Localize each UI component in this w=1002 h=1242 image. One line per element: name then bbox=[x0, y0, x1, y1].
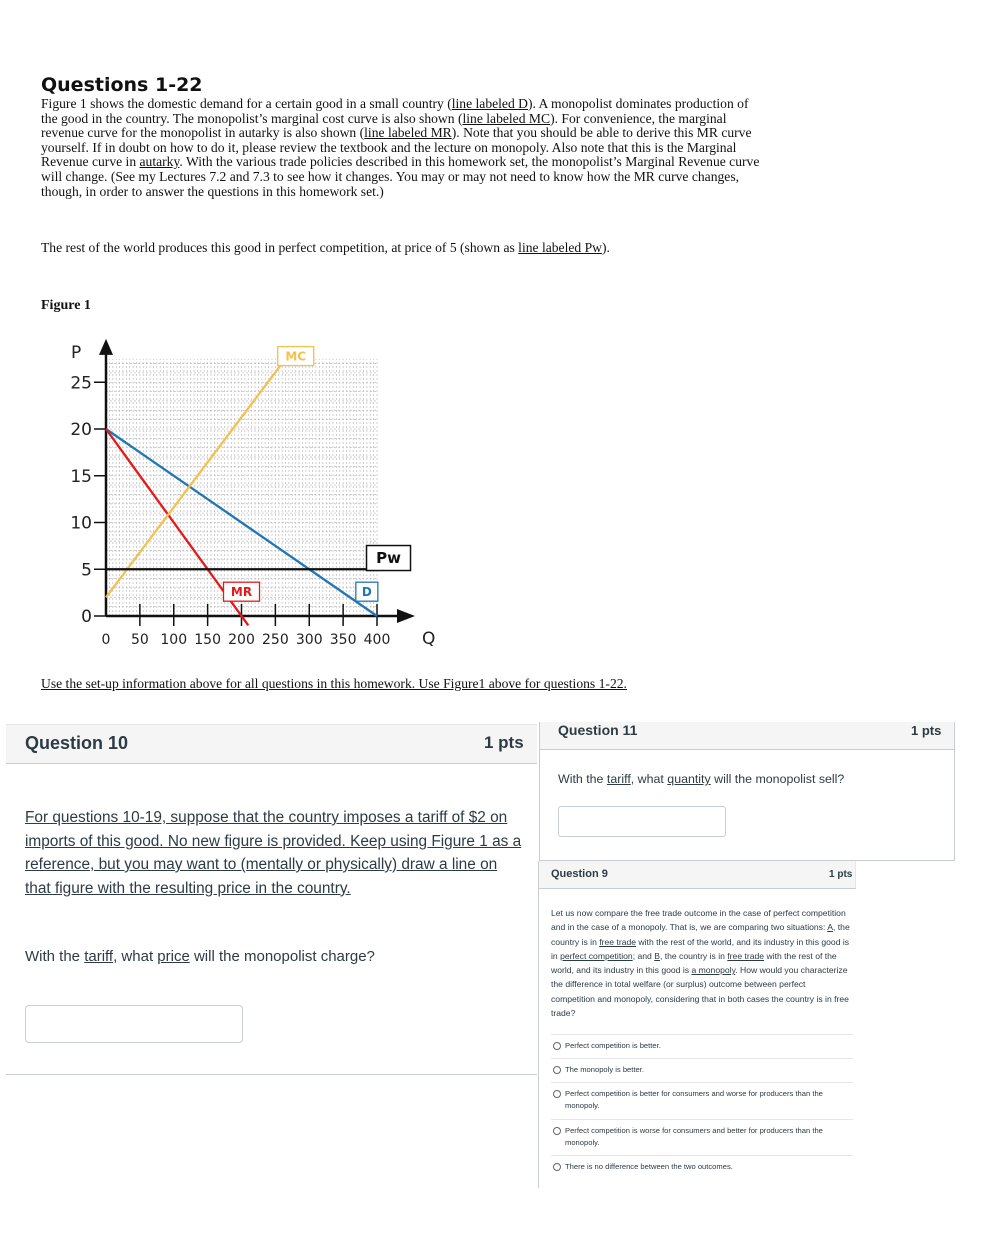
y-tick-label: 0 bbox=[81, 607, 92, 627]
q9-title: Question 9 bbox=[551, 868, 608, 880]
figure-caption: Figure 1 bbox=[41, 298, 91, 313]
curve-label: MR bbox=[230, 585, 253, 600]
figure-1-chart bbox=[41, 318, 721, 658]
x-tick-label: 300 bbox=[295, 632, 323, 648]
y-axis-label: P bbox=[71, 342, 82, 363]
questions-heading: Questions 1-22 bbox=[41, 74, 203, 96]
q11-answer-input[interactable] bbox=[558, 806, 726, 837]
q9-link-free-trade[interactable]: free trade bbox=[599, 936, 637, 947]
radio-button[interactable] bbox=[553, 1066, 561, 1074]
radio-button[interactable] bbox=[553, 1090, 561, 1098]
curve-label: D bbox=[361, 585, 372, 600]
y-tick-label: 20 bbox=[70, 420, 92, 440]
x-tick-label: 350 bbox=[329, 632, 357, 648]
link-line-mr[interactable]: line labeled MR bbox=[364, 125, 452, 141]
q10-title: Question 10 bbox=[25, 733, 129, 753]
y-axis-arrow bbox=[99, 339, 113, 355]
y-tick-label: 15 bbox=[70, 466, 92, 487]
y-tick-label: 5 bbox=[81, 560, 92, 581]
link-autarky[interactable]: autarky bbox=[139, 154, 180, 170]
q9-link-free-trade-2[interactable]: free trade bbox=[727, 950, 765, 961]
q9-link-monopoly[interactable]: a monopoly bbox=[691, 965, 736, 976]
q9-option[interactable]: Perfect competition is better. bbox=[551, 1034, 853, 1052]
x-tick-label: 50 bbox=[130, 632, 149, 648]
q9-border bbox=[538, 861, 539, 1188]
q9-option[interactable]: Perfect competition is worse for consumers and better for producers than the monopoly. bbox=[551, 1119, 853, 1149]
x-tick-label: 200 bbox=[228, 632, 255, 648]
x-tick-label: 400 bbox=[363, 632, 391, 648]
q11-question: With the tariff, what quantity will the monopolist sell? bbox=[558, 772, 845, 786]
x-tick-label: 250 bbox=[262, 632, 289, 648]
curve-label: MC bbox=[285, 349, 307, 364]
q11-link-quantity[interactable]: quantity bbox=[667, 772, 711, 786]
x-tick-label: 150 bbox=[194, 632, 221, 648]
y-tick-label: 10 bbox=[70, 513, 92, 534]
q10-question: With the tariff, what price will the monopolist charge? bbox=[25, 948, 375, 965]
x-axis-label: Q bbox=[422, 629, 436, 649]
radio-button[interactable] bbox=[553, 1127, 561, 1135]
q10-divider bbox=[6, 1074, 537, 1075]
q9-option[interactable]: The monopoly is better. bbox=[551, 1058, 853, 1076]
x-axis-arrow bbox=[397, 609, 415, 623]
link-line-pw[interactable]: line labeled Pw bbox=[518, 240, 602, 255]
link-line-mc[interactable]: line labeled MC bbox=[462, 110, 551, 126]
y-tick-label: 25 bbox=[70, 373, 92, 394]
setup-note: Use the set-up information above for all questions in this homework. Use Figure1 above for questions 1-22. bbox=[41, 676, 627, 691]
q11-points: 1 pts bbox=[911, 723, 942, 738]
q9-points: 1 pts bbox=[829, 869, 853, 880]
q10-intro: For questions 10-19, suppose that the country imposes a tariff of $2 on imports of this good. No new figure is provided. Keep using Figure 1 as a reference, but you may want to (mentally or physically) draw a line on that figure with the resulting price in the country. bbox=[25, 809, 522, 897]
intro-paragraph: Figure 1 shows the domestic demand for a certain good in a small country (line labeled D). A monopolist dominates production of the good in the country. The monopolist’s marginal cost curve is also shown (line labeled MC). For convenience, the marginal revenue curve for the monopolist in autarky is also shown (line labeled MR). Note that you should be able to derive this MR curve yourself. If in doubt on how to do it, please review the textbook and the lecture on monopoly. Also note that this is the Marginal Revenue curve in autarky. With the various trade policies described in this homework set, the monopolist’s Marginal Revenue curve will change. (See my Lectures 7.2 and 7.3 to see how it changes. You may or may not need to know how the MR curve changes, though, in order to answer the questions in this homework set.) bbox=[41, 96, 760, 199]
radio-button[interactable] bbox=[553, 1042, 561, 1050]
q11-title: Question 11 bbox=[558, 722, 638, 738]
curve-label: Pw bbox=[376, 549, 401, 568]
x-tick-label: 100 bbox=[160, 632, 188, 648]
q9-option[interactable]: Perfect competition is better for consumers and worse for producers than the monopoly. bbox=[551, 1082, 853, 1112]
q10-answer-input[interactable] bbox=[25, 1005, 243, 1043]
q9-question: Let us now compare the free trade outcome in the case of perfect competition and in the case of a monopoly. That is, we are comparing two situations: A, the country is in free trade with the rest of the world, and its industry in this good is in perfect competition; and B, the country is in free trade with the rest of the world, and its industry in this good is a monopoly. How would you characterize the difference in total welfare (or surplus) outcome between perfect competition and monopoly, considering that in both cases the country is in free trade? bbox=[551, 908, 850, 1019]
link-line-d[interactable]: line labeled D bbox=[451, 96, 528, 111]
q9-option[interactable]: There is no difference between the two outcomes. bbox=[551, 1155, 853, 1173]
q9-link-perfect-competition[interactable]: perfect competition bbox=[560, 950, 633, 961]
x-tick-label: 0 bbox=[101, 632, 111, 648]
q10-link-price[interactable]: price bbox=[157, 948, 190, 965]
q10-points: 1 pts bbox=[484, 733, 524, 752]
world-price-paragraph: The rest of the world produces this good in perfect competition, at price of 5 (shown as line labeled Pw). bbox=[41, 240, 610, 255]
q11-link-tariff[interactable]: tariff bbox=[606, 772, 631, 786]
radio-button[interactable] bbox=[553, 1163, 561, 1171]
q10-link-tariff[interactable]: tariff bbox=[84, 948, 114, 965]
